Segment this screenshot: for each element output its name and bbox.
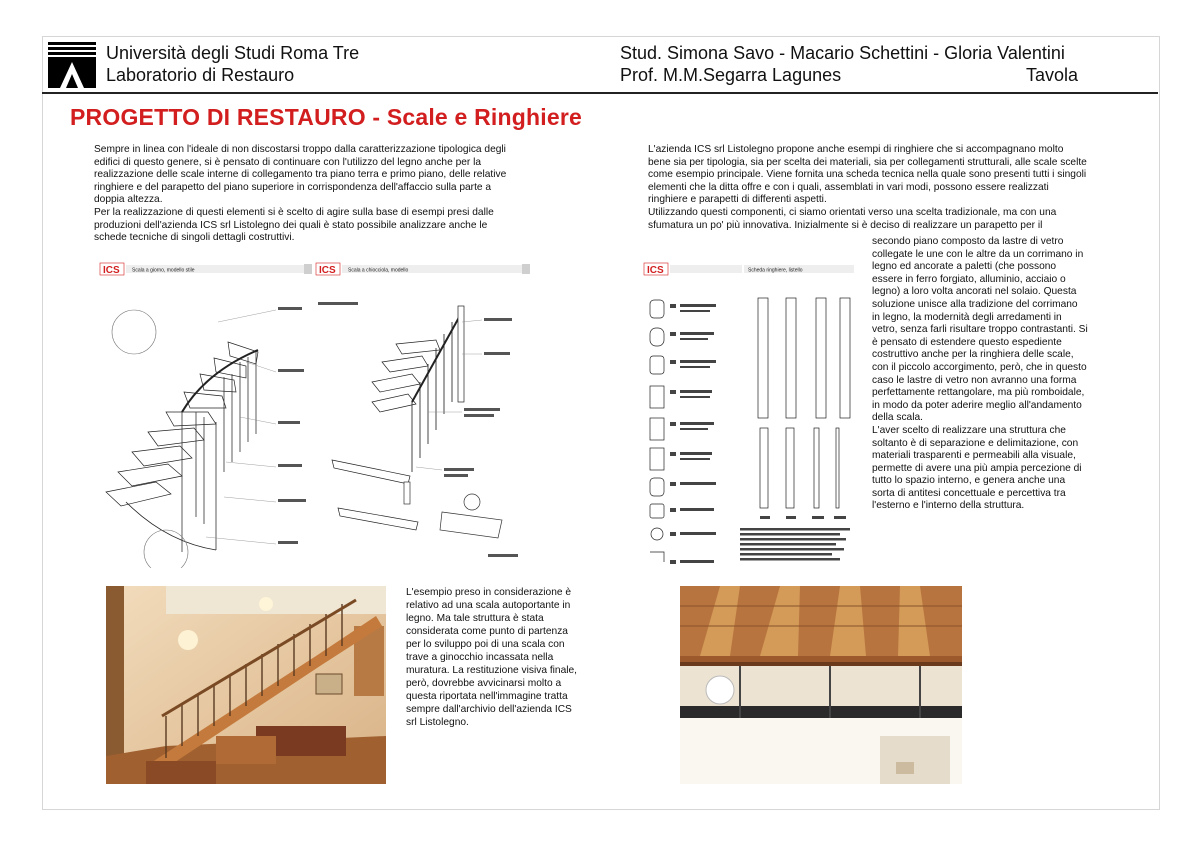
staircase-photo (106, 586, 386, 784)
left-text-block (94, 144, 512, 245)
right-paragraph-3: secondo piano composto da lastre di vetro collegate le une con le altre da un corrimano in legno ed ancorate a paletti (che possono essere in ferro forgiato, alluminio, acciaio o legno) a loro volta ancorati nel solaio. Questa soluzione unisce alla tradizione del corrimano in legno, la modernità degli arredamenti in vetro, senza farli risultare troppo contrastanti. Si è pensato di estendere questo espediente costruttivo anche per la ringhiera delle scale, con il piccolo accorgimento, però, che in questo caso le lastre di vetro non avranno una forma perfettamente rettangolare, ma più romboidale, in modo da poter aderire meglio all'andamento della scala. (872, 236, 1088, 424)
right-paragraph-1: L'azienda ICS srl Listolegno propone anche esempi di ringhiere che si accompagnano molto bene sia per tipologia, sia per scelta dei materiali, sia per collegamenti strutturali, alle scale scelte come esempio principale. Viene fornita una scheda tecnica nella quale sono presenti tutti i singoli elementi che la ditta offre e con i quali, assemblati in vari modi, possono essere realizzati ringhiere e parapetti di differenti aspetti. (648, 144, 1087, 206)
left-paragraph-2: Per la realizzazione di questi elementi si è scelto di agire sulla base di esempi presi dalle produzioni dell'azienda ICS srl Listolegno dei quali è stato possibile analizzare anche le schede tecniche di singoli dettagli costruttivi. (94, 206, 494, 244)
ceiling-photo (680, 586, 962, 784)
header-university (106, 42, 359, 86)
university-logo (46, 40, 98, 90)
right-paragraph-2: Utilizzando questi componenti, ci siamo orientati verso una scelta tradizionale, ma con una sfumatura un po' più innovativa. Inizialmente si è deciso di realizzare un parapetto per il (648, 206, 1057, 231)
right-text-block (648, 144, 1088, 232)
sheet-title-1: Scala a giorno, modello stile (132, 267, 195, 274)
ics-badge-2: ICS (319, 265, 336, 276)
lab-name: Laboratorio di Restauro (106, 65, 295, 85)
technical-sheet-railing (640, 262, 866, 568)
header-professor: Prof. M.M.Segarra Lagunes (620, 65, 842, 85)
right-text-column (872, 236, 1088, 513)
technical-sheet-exploded (312, 262, 534, 568)
staircase-photo-image (106, 586, 386, 784)
technical-sheet-staircase (96, 262, 316, 568)
railing-components-drawing (640, 262, 866, 568)
ics-badge-3: ICS (647, 265, 664, 276)
right-paragraph-4: L'aver scelto di realizzare una struttura che soltanto è di separazione e delimitazione, con materiali trasparenti e permeabili alla visuale, permette di avere una più ampia percezione di tutto lo spazio interno, e genera anche una sorta di antitesi concettuale e percettiva tra l'esterno e l'interno della struttura. (872, 424, 1082, 512)
photo-caption-text: L'esempio preso in considerazione è relativo ad una scala autoportante in legno. Ma tale struttura è stata considerata come punto di partenza per lo sviluppo poi di una scala con trave a ginocchio incassata nella muratura. La restituzione visiva finale, però, dovrebbe avvicinarsi molto a questa riportata nell'immagine tratta sempre dall'archivio dell'azienda ICS srl Listolegno. (406, 587, 578, 728)
exploded-drawing (312, 262, 534, 568)
ceiling-photo-image (680, 586, 962, 784)
sheet-title-2: Scala a chiocciola, modello (348, 267, 409, 274)
university-name: Università degli Studi Roma Tre (106, 43, 360, 63)
header-students: Stud. Simona Savo - Macario Schettini - Gloria Valentini (620, 43, 1065, 63)
left-paragraph-1: Sempre in linea con l'ideale di non discostarsi troppo dalla caratterizzazione tipologica degli edifici di questo genere, si è pensato di continuare con l'utilizzo del legno anche per la realizzazione delle scale interne di collegamento tra piano terra e primo piano, delle relative ringhiere e del parapetto del piano superiore in corrispondenza dell'affaccio sulla parte a doppia altezza. (94, 144, 507, 206)
staircase-drawing (96, 262, 316, 568)
sheet-title-3: Scheda ringhiere, listello (748, 267, 803, 274)
header-tavola: Tavola (1026, 65, 1079, 85)
photo-caption (406, 586, 582, 729)
header-divider (42, 92, 1158, 94)
page-title: PROGETTO DI RESTAURO - Scale e Ringhiere (70, 104, 582, 130)
ics-badge-1: ICS (103, 265, 120, 276)
